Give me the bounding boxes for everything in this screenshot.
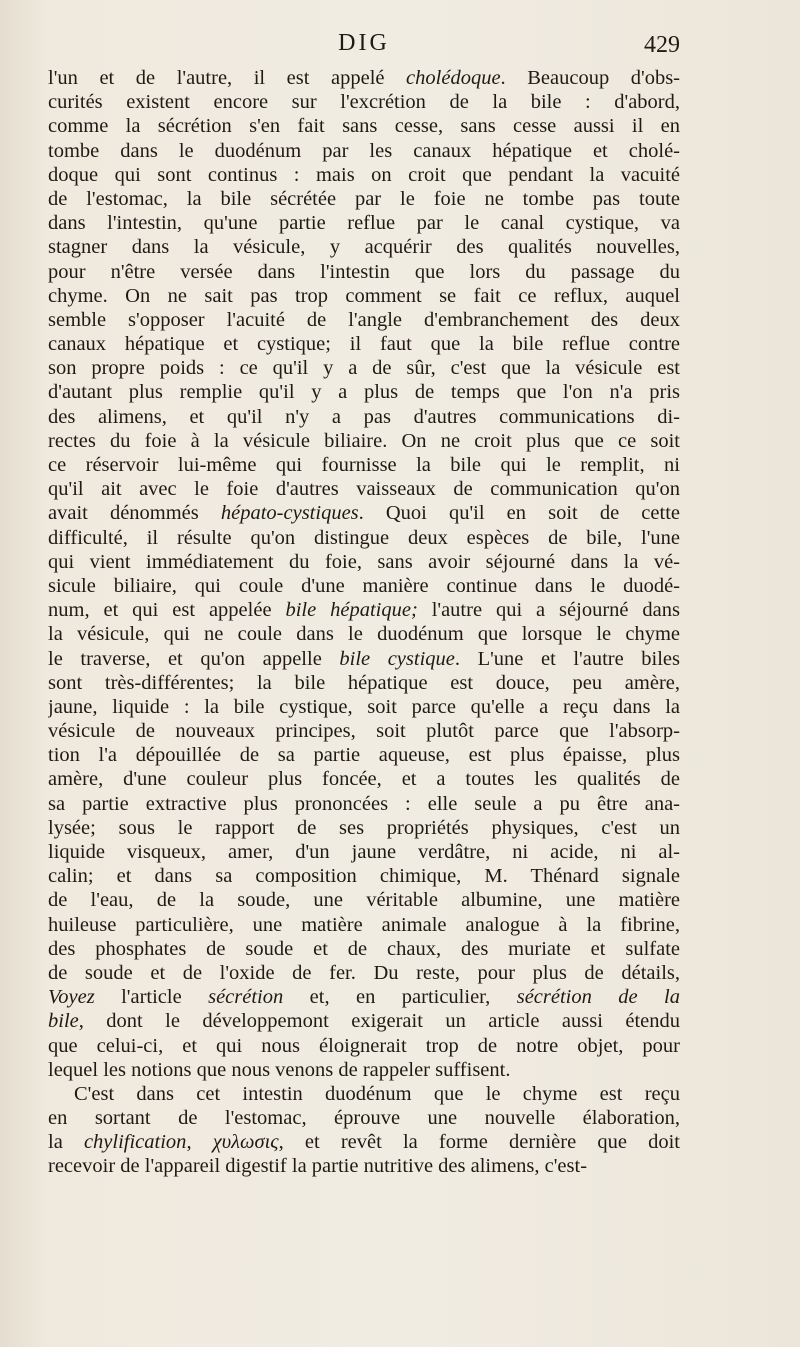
italic-text: Voyez	[48, 986, 95, 1009]
paragraph-bile-excretion	[48, 66, 680, 1082]
text-run: rectes du foie à la vésicule biliaire. On ne croit plus que ce soit	[48, 429, 680, 452]
text-run: lequel les notions que nous venons de rappeler suffisent.	[48, 1058, 511, 1081]
text-run: tion l'a dépouillée de sa partie aqueuse, est plus épaisse, plus	[48, 744, 680, 767]
text-line	[48, 477, 680, 501]
text-line	[48, 840, 680, 864]
text-line	[48, 647, 680, 671]
page-number: 429	[644, 32, 680, 58]
text-run: C'est dans cet intestin duodénum que le chyme est reçu	[74, 1082, 680, 1105]
text-run: lysée; sous le rapport de ses propriétés physiques, c'est un	[48, 816, 680, 839]
text-line	[48, 284, 680, 308]
text-line	[48, 211, 680, 235]
text-line	[48, 405, 680, 429]
italic-text: bile cystique	[339, 647, 455, 670]
text-line	[48, 526, 680, 550]
text-run: tombe dans le duodénum par les canaux hépatique et cholé-	[48, 139, 680, 162]
text-line	[48, 695, 680, 719]
text-line	[48, 1009, 680, 1033]
text-line	[48, 260, 680, 284]
text-line	[48, 356, 680, 380]
text-line	[48, 671, 680, 695]
text-line	[48, 114, 680, 138]
text-run: et, en particulier,	[283, 986, 517, 1009]
italic-text: chylification	[83, 1131, 187, 1154]
text-line	[48, 550, 680, 574]
text-run: en sortant de l'estomac, éprouve une nouvelle élaboration,	[48, 1107, 680, 1130]
text-line	[48, 598, 680, 622]
text-run: canaux hépatique et cystique; il faut que la bile reflue contre	[48, 333, 680, 356]
text-line	[48, 1034, 680, 1058]
text-run: de l'eau, de la soude, une véritable albumine, une matière	[48, 889, 680, 912]
text-run: sont très-différentes; la bile hépatique est douce, peu amère,	[48, 671, 680, 694]
text-line	[48, 163, 680, 187]
text-run: jaune, liquide : la bile cystique, soit parce qu'elle a reçu dans la	[48, 695, 680, 718]
text-run: qui vient immédiatement du foie, sans avoir séjourné dans la vé-	[48, 550, 680, 573]
text-run: stagner dans la vésicule, y acquérir des qualités nouvelles,	[48, 236, 680, 259]
text-run: comme la sécrétion s'en fait sans cesse, sans cesse aussi il en	[48, 115, 680, 138]
text-run: qu'il ait avec le foie d'autres vaisseaux de communication qu'on	[48, 478, 680, 501]
text-run: , et revêt la forme dernière que doit	[278, 1131, 680, 1154]
text-line	[48, 985, 680, 1009]
text-line	[48, 139, 680, 163]
text-run: sicule biliaire, qui coule d'une manière continue dans le duodé-	[48, 574, 680, 597]
text-run: liquide visqueux, amer, d'un jaune verdâtre, ni acide, ni al-	[48, 841, 680, 863]
italic-text: hépato-cystiques	[220, 502, 359, 525]
text-line	[48, 235, 680, 259]
text-run: ,	[186, 1131, 213, 1154]
text-run: avait dénommés	[48, 502, 221, 525]
text-run: son propre poids : ce qu'il y a de sûr, c'est que la vésicule est	[48, 357, 680, 380]
text-run: de soude et de l'oxide de fer. Du reste, pour plus de détails,	[48, 961, 680, 984]
text-line	[48, 937, 680, 961]
text-run: l'un et de l'autre, il est appelé	[48, 67, 407, 89]
text-line	[48, 429, 680, 453]
text-run: calin; et dans sa composition chimique, M. Thénard signale	[48, 865, 680, 888]
text-run: doque qui sont continus : mais on croit que pendant la vacuité	[48, 163, 680, 186]
text-run: de l'estomac, la bile sécrétée par le foie ne tombe pas toute	[48, 187, 680, 210]
text-run: d'autant plus remplie qu'il y a plus de temps que l'on n'a pris	[48, 381, 680, 404]
text-line	[48, 453, 680, 477]
text-line	[48, 1058, 680, 1082]
text-run: des phosphates de soude et de chaux, des muriate et sulfate	[48, 937, 680, 960]
italic-text: sécrétion	[208, 986, 284, 1009]
text-run: la	[48, 1131, 84, 1154]
text-run: . L'une et l'autre biles	[454, 647, 680, 670]
text-line	[48, 816, 680, 840]
text-run: dans l'intestin, qu'une partie reflue par le canal cystique, va	[48, 212, 680, 235]
text-line	[48, 332, 680, 356]
text-run: . Quoi qu'il en soit de cette	[358, 502, 680, 525]
body-text	[48, 66, 680, 1179]
text-line	[48, 380, 680, 404]
italic-text: sécrétion de la	[516, 986, 680, 1009]
text-line	[48, 792, 680, 816]
text-run: sa partie extractive plus prononcées : elle seule a pu être ana-	[48, 792, 680, 815]
text-run: huileuse particulière, une matière animale analogue à la fibrine,	[48, 913, 680, 936]
text-run: l'autre qui a séjourné dans	[417, 599, 680, 622]
text-run: , dont le développemont exigerait un article aussi étendu	[78, 1010, 680, 1033]
text-run: num, et qui est appelée	[48, 599, 286, 622]
text-line	[48, 767, 680, 791]
text-run: des alimens, et qu'il n'y a pas d'autres communications di-	[48, 405, 680, 428]
text-line	[48, 1106, 680, 1130]
text-line	[48, 622, 680, 646]
text-run: l'article	[94, 986, 209, 1009]
text-line	[48, 501, 680, 525]
text-line	[48, 743, 680, 767]
italic-text: bile	[48, 1010, 79, 1033]
text-line	[48, 1154, 680, 1178]
text-run: pour n'être versée dans l'intestin que lors du passage du	[48, 260, 680, 283]
text-line	[48, 913, 680, 937]
running-head: DIG	[338, 30, 390, 56]
text-run: semble s'opposer l'acuité de l'angle d'embranchement des deux	[48, 308, 680, 331]
text-line	[48, 1130, 680, 1154]
text-run: que celui-ci, et qui nous éloignerait trop de notre objet, pour	[48, 1034, 680, 1057]
page-header	[48, 30, 680, 62]
paragraph-chylification	[48, 1082, 680, 1179]
italic-text: cholédoque	[406, 67, 501, 89]
text-line	[48, 864, 680, 888]
text-run: curités existent encore sur l'excrétion de la bile : d'abord,	[48, 91, 680, 114]
text-line	[48, 187, 680, 211]
text-line	[48, 574, 680, 598]
text-line	[48, 308, 680, 332]
italic-text: bile hépatique;	[285, 599, 418, 622]
text-line	[48, 888, 680, 912]
text-run: vésicule de nouveaux principes, soit plutôt parce que l'absorp-	[48, 720, 680, 743]
text-run: chyme. On ne sait pas trop comment se fait ce reflux, auquel	[48, 284, 680, 307]
text-line	[48, 66, 680, 90]
text-line	[48, 90, 680, 114]
text-run: la vésicule, qui ne coule dans le duodénum que lorsque le chyme	[48, 623, 680, 646]
text-line	[48, 1082, 680, 1106]
text-run: recevoir de l'appareil digestif la partie nutritive des alimens, c'est-	[48, 1155, 588, 1178]
text-run: le traverse, et qu'on appelle	[48, 647, 340, 670]
text-run: amère, d'une couleur plus foncée, et a toutes les qualités de	[48, 768, 680, 791]
text-line	[48, 961, 680, 985]
text-line	[48, 719, 680, 743]
text-run: difficulté, il résulte qu'on distingue deux espèces de bile, l'une	[48, 526, 680, 549]
text-run: ce réservoir lui-même qui fournisse la bile qui le remplit, ni	[48, 454, 680, 476]
italic-text: χυλωσις	[212, 1131, 279, 1154]
text-run: . Beaucoup d'obs-	[500, 67, 680, 89]
